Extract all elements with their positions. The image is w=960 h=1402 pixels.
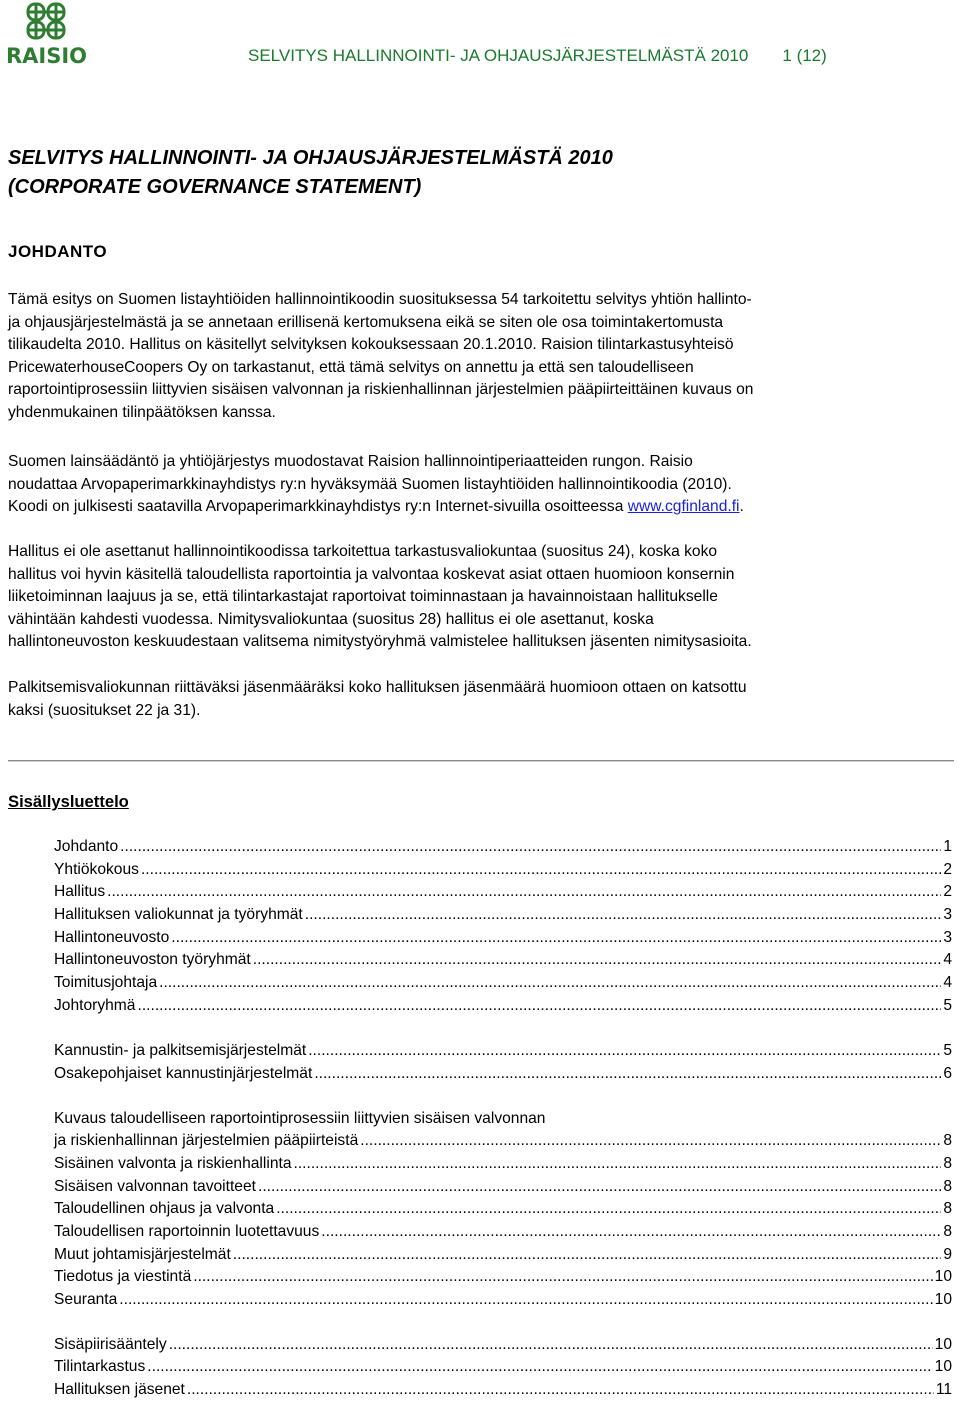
toc-entry-label: Yhtiökokous bbox=[54, 861, 139, 878]
dot-leader bbox=[159, 972, 941, 994]
paragraph-committees bbox=[8, 541, 948, 654]
toc-entry-label: Hallituksen valiokunnat ja työryhmät bbox=[54, 906, 303, 923]
text-line: Tämä esitys on Suomen listayhtiöiden hallinnointikoodin suosituksessa 54 tarkoitettu selvitys yhtiön hallinto- bbox=[8, 291, 752, 308]
document-title bbox=[8, 144, 613, 202]
toc-entry-label: Seuranta bbox=[54, 1291, 118, 1308]
text-line: Hallitus ei ole asettanut hallinnointikoodissa tarkoitettua tarkastusvaliokuntaa (suositus 24), koska koko bbox=[8, 543, 718, 560]
toc-entry[interactable] bbox=[54, 1334, 952, 1356]
text-line: tilikaudelta 2010. Hallitus on käsitellyt selvityksen kokouksessaan 20.1.2010. Raision tilintarkastusyhteisö bbox=[8, 336, 734, 354]
title-line: (CORPORATE GOVERNANCE STATEMENT) bbox=[8, 176, 422, 198]
toc-entry[interactable] bbox=[54, 859, 952, 881]
text-line: Suomen lainsäädäntö ja yhtiöjärjestys muodostavat Raision hallinnointiperiaatteiden rungon. Raisio bbox=[8, 453, 693, 470]
text-line bbox=[8, 496, 948, 519]
text-line: ja ohjausjärjestelmästä ja se annetaan erillisenä kertomuksena eikä se siten ole osa toimintakertomusta bbox=[8, 313, 724, 331]
text-line: vähintään kahdesti vuodessa. Nimitysvaliokuntaa (suositus 28) hallitus ei ole asettanut, koska bbox=[8, 610, 654, 628]
dot-leader bbox=[321, 1221, 941, 1243]
toc-page-number: 3 bbox=[943, 906, 952, 923]
text-line: hallitus voi hyvin käsitellä taloudellista raportointia ja valvontaa koskevat asiat ottaen huomioon konsernin bbox=[8, 565, 735, 583]
toc-page-number: 5 bbox=[943, 997, 952, 1014]
logo-wordmark: RAISIO bbox=[6, 44, 88, 68]
paragraph-legislation bbox=[8, 451, 948, 519]
toc-page-number: 8 bbox=[943, 1200, 952, 1217]
toc-page-number: 3 bbox=[943, 929, 952, 946]
toc-entry[interactable] bbox=[54, 836, 952, 858]
toc-entry[interactable] bbox=[54, 1289, 952, 1311]
dot-leader bbox=[141, 859, 941, 881]
dot-leader bbox=[305, 904, 942, 926]
toc-entry[interactable] bbox=[54, 1221, 952, 1243]
toc-entry-label: Sisäisen valvonnan tavoitteet bbox=[54, 1178, 256, 1195]
section-heading: JOHDANTO bbox=[8, 242, 108, 261]
running-header bbox=[248, 46, 827, 66]
toc-entry[interactable] bbox=[54, 949, 952, 971]
toc-entry[interactable] bbox=[54, 995, 952, 1017]
toc-page-number: 8 bbox=[943, 1155, 952, 1172]
toc-entry[interactable] bbox=[54, 1266, 952, 1288]
text-fragment: . bbox=[739, 498, 744, 516]
toc-entry[interactable] bbox=[54, 881, 952, 903]
dot-leader bbox=[147, 1356, 932, 1378]
cgfinland-link[interactable]: www.cgfinland.fi bbox=[627, 498, 740, 516]
toc-entry-label: Hallituksen jäsenet bbox=[54, 1381, 185, 1398]
toc-page-number: 8 bbox=[943, 1178, 952, 1195]
toc-heading: Sisällysluettelo bbox=[8, 792, 129, 811]
dot-leader bbox=[107, 881, 941, 903]
toc-entry[interactable] bbox=[54, 972, 952, 994]
dot-leader bbox=[276, 1198, 941, 1220]
text-line: hallintoneuvoston keskuudestaan valitsema nimitystyöryhmä valmistelee hallituksen jäsenten nimitysasioita. bbox=[8, 633, 752, 651]
text-line: yhdenmukainen tilinpäätöksen kanssa. bbox=[8, 403, 276, 421]
toc-entry[interactable] bbox=[54, 1130, 952, 1152]
toc-entry-label: Sisäpiirisääntely bbox=[54, 1336, 167, 1353]
toc-entry-label: Toimitusjohtaja bbox=[54, 974, 158, 991]
dot-leader bbox=[253, 949, 942, 971]
horizontal-divider bbox=[8, 760, 954, 762]
raisio-logo bbox=[6, 2, 88, 68]
toc-entry-label: Sisäinen valvonta ja riskienhallinta bbox=[54, 1155, 292, 1172]
toc-entry[interactable] bbox=[54, 1356, 952, 1378]
toc-entry-label: ja riskienhallinnan järjestelmien pääpiirteistä bbox=[54, 1132, 359, 1149]
toc-entry[interactable] bbox=[54, 927, 952, 949]
toc-page-number: 4 bbox=[943, 951, 952, 968]
title-line: SELVITYS HALLINNOINTI- JA OHJAUSJÄRJESTELMÄSTÄ 2010 bbox=[8, 147, 613, 169]
toc-entry[interactable] bbox=[54, 1379, 952, 1401]
toc-page-number: 4 bbox=[943, 974, 952, 991]
toc-page-number: 9 bbox=[943, 1246, 952, 1263]
dot-leader bbox=[137, 995, 941, 1017]
toc-page-number: 6 bbox=[943, 1065, 952, 1082]
dot-leader bbox=[308, 1040, 941, 1062]
toc-entry-first-line[interactable]: Kuvaus taloudelliseen raportointiprosessiin liittyvien sisäisen valvonnan bbox=[54, 1110, 546, 1127]
paragraph-intro bbox=[8, 289, 948, 425]
toc-entry[interactable] bbox=[54, 1244, 952, 1266]
toc-entry-label: Taloudellisen raportoinnin luotettavuus bbox=[54, 1223, 320, 1240]
dot-leader bbox=[360, 1130, 941, 1152]
toc-page-number: 2 bbox=[943, 883, 952, 900]
toc-page-number: 10 bbox=[934, 1336, 952, 1353]
toc-entry[interactable] bbox=[54, 1063, 952, 1085]
toc-entry-label: Hallintoneuvoston työryhmät bbox=[54, 951, 251, 968]
dot-leader bbox=[258, 1176, 941, 1198]
dot-leader bbox=[233, 1244, 942, 1266]
text-line: raportointiprosessiin liittyvien sisäisen valvonnan ja riskienhallinnan järjestelmien pääpiirteittäinen kuvaus on bbox=[8, 381, 754, 399]
toc-entry-label: Hallitus bbox=[54, 883, 106, 900]
toc-entry-label: Hallintoneuvosto bbox=[54, 929, 170, 946]
dot-leader bbox=[314, 1063, 941, 1085]
toc-page-number: 1 bbox=[943, 838, 952, 855]
toc-entry[interactable] bbox=[54, 1153, 952, 1175]
toc-entry-label: Taloudellinen ohjaus ja valvonta bbox=[54, 1200, 275, 1217]
toc-page-number: 10 bbox=[934, 1268, 952, 1285]
toc-entry-label: Tilintarkastus bbox=[54, 1358, 146, 1375]
toc-entry-label: Johdanto bbox=[54, 838, 119, 855]
text-line: Palkitsemisvaliokunnan riittäväksi jäsenmääräksi koko hallituksen jäsenmäärä huomioon ottaen on katsottu bbox=[8, 679, 747, 696]
clover-emblem-icon bbox=[26, 2, 66, 40]
toc-page-number: 8 bbox=[943, 1223, 952, 1240]
toc-entry[interactable] bbox=[54, 1176, 952, 1198]
text-line: PricewaterhouseCoopers Oy on tarkastanut, että tämä selvitys on annettu ja että sen taloudelliseen bbox=[8, 358, 694, 376]
toc-entry[interactable] bbox=[54, 1198, 952, 1220]
dot-leader bbox=[120, 836, 941, 858]
toc-entry[interactable] bbox=[54, 1040, 952, 1062]
toc-entry-label: Johtoryhmä bbox=[54, 997, 136, 1014]
toc-entry-label: Kannustin- ja palkitsemisjärjestelmät bbox=[54, 1042, 307, 1059]
dot-leader bbox=[169, 1334, 933, 1356]
toc-page-number: 10 bbox=[934, 1291, 952, 1308]
toc-page-number: 11 bbox=[935, 1381, 952, 1398]
text-line: kaksi (suositukset 22 ja 31). bbox=[8, 701, 201, 719]
toc-page-number: 2 bbox=[943, 861, 952, 878]
dot-leader bbox=[294, 1153, 942, 1175]
toc-page-number: 8 bbox=[943, 1132, 952, 1149]
toc-entry-label: Osakepohjaiset kannustinjärjestelmät bbox=[54, 1065, 313, 1082]
dot-leader bbox=[187, 1379, 934, 1401]
toc-entry[interactable] bbox=[54, 904, 952, 926]
dot-leader bbox=[171, 927, 941, 949]
toc-entry-label: Muut johtamisjärjestelmät bbox=[54, 1246, 231, 1263]
header-title: SELVITYS HALLINNOINTI- JA OHJAUSJÄRJESTELMÄSTÄ 2010 bbox=[248, 46, 749, 65]
toc-page-number: 10 bbox=[934, 1358, 952, 1375]
text-line: noudattaa Arvopaperimarkkinayhdistys ry:n hyväksymää Suomen listayhtiöiden hallinnointikoodia (2010). bbox=[8, 475, 732, 493]
page-indicator: 1 (12) bbox=[782, 46, 827, 65]
paragraph-remuneration bbox=[8, 677, 948, 722]
toc-entry-label: Tiedotus ja viestintä bbox=[54, 1268, 192, 1285]
dot-leader bbox=[193, 1266, 932, 1288]
text-fragment: Koodi on julkisesti saatavilla Arvopaperimarkkinayhdistys ry:n Internet-sivuilla osoitteessa bbox=[8, 498, 628, 516]
toc-page-number: 5 bbox=[943, 1042, 952, 1059]
dot-leader bbox=[119, 1289, 932, 1311]
text-line: liiketoiminnan laajuus ja se, että tilintarkastajat raportoivat toiminnastaan ja havainnoistaan hallitukselle bbox=[8, 588, 718, 606]
